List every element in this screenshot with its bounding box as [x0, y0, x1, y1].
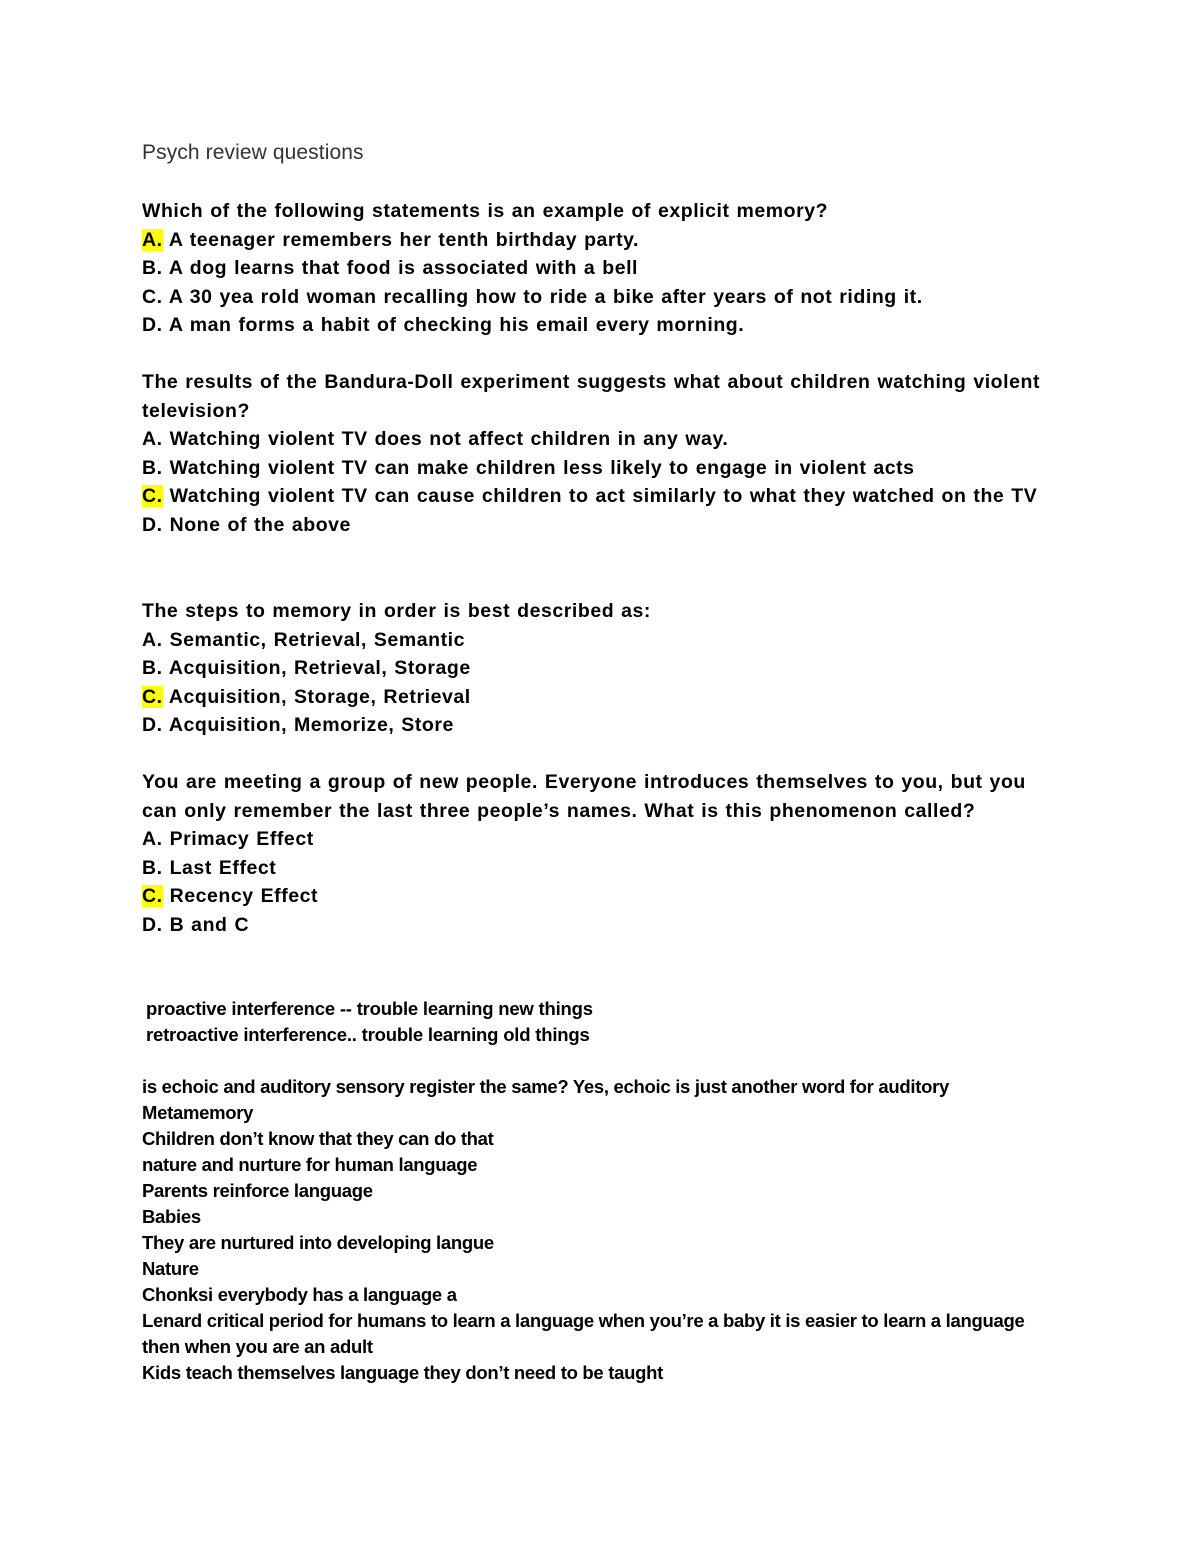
option-text: Recency Effect [162, 885, 319, 907]
option-letter: B. [142, 257, 163, 279]
option-text: Semantic, Retrieval, Semantic [162, 628, 465, 651]
question-2 [142, 368, 1042, 539]
answer-option-a [142, 825, 1067, 854]
option-text: Watching violent TV does not affect children in any way. [162, 428, 729, 450]
option-text: A teenager remembers her tenth birthday party. [162, 228, 640, 251]
answer-option-d [142, 911, 1067, 940]
option-letter: D. [142, 913, 163, 936]
answer-option-d [142, 711, 1072, 740]
note-line: Nature [142, 1258, 199, 1279]
interference-notes [146, 996, 1046, 1048]
correct-answer-highlight: A. [142, 228, 163, 251]
option-text: None of the above [162, 513, 351, 536]
question-prompt: You are meeting a group of new people. Everyone introduces themselves to you, but you can only remember the last three people’s names. What is this phenomenon called? [142, 771, 1026, 822]
option-text: A 30 yea rold woman recalling how to ride a bike after years of not riding it. [162, 285, 923, 308]
answer-option-a [142, 425, 1042, 454]
option-letter: D. [142, 513, 163, 536]
note-line: Metamemory [142, 1102, 254, 1123]
note-line: nature and nurture for human language [142, 1154, 478, 1175]
question-prompt: Which of the following statements is an example of explicit memory? [142, 200, 829, 222]
answer-option-a [142, 626, 1072, 655]
question-3 [142, 597, 1072, 740]
question-4 [142, 768, 1067, 939]
note-line: is echoic and auditory sensory register the same? Yes, echoic is just another word for auditory [142, 1076, 949, 1097]
note-line: Chonksi everybody has a language a [142, 1284, 457, 1305]
question-1 [142, 197, 1072, 340]
note-line: Lenard critical period for humans to learn a language when you’re a baby it is easier to learn a language then when you are an adult [142, 1310, 1025, 1357]
option-text: Watching violent TV can make children less likely to engage in violent acts [162, 456, 915, 479]
option-text: Last Effect [162, 856, 277, 879]
note-line: Kids teach themselves language they don’t need to be taught [142, 1362, 663, 1383]
option-letter: B. [142, 456, 163, 479]
option-text: Watching violent TV can cause children to act similarly to what they watched on the TV [162, 485, 1038, 507]
option-letter: D. [142, 714, 163, 736]
question-prompt: The steps to memory in order is best described as: [142, 600, 651, 622]
option-letter: D. [142, 314, 163, 336]
correct-answer-highlight: C. [142, 885, 163, 907]
option-letter: A. [142, 428, 163, 450]
answer-option-c [142, 283, 1072, 312]
note-line: Children don’t know that they can do that [142, 1128, 494, 1149]
answer-option-b [142, 254, 1072, 283]
note-line: retroactive interference.. trouble learning old things [146, 1024, 590, 1045]
note-line: Babies [142, 1206, 201, 1227]
answer-option-b [142, 654, 1072, 683]
option-text: A dog learns that food is associated with a bell [162, 257, 639, 279]
option-letter: B. [142, 657, 163, 679]
answer-option-b [142, 854, 1067, 883]
option-letter: A. [142, 628, 163, 651]
question-prompt: The results of the Bandura-Doll experiment suggests what about children watching violent television? [142, 371, 1041, 422]
answer-option-d [142, 311, 1072, 340]
correct-answer-highlight: C. [142, 485, 163, 507]
option-text: A man forms a habit of checking his email every morning. [162, 314, 745, 336]
answer-option-c [142, 683, 1072, 712]
answer-option-d [142, 511, 1042, 540]
note-line: Parents reinforce language [142, 1180, 373, 1201]
note-line: proactive interference -- trouble learning new things [146, 998, 593, 1019]
answer-option-c [142, 482, 1042, 511]
option-letter: B. [142, 856, 163, 879]
document-title: Psych review questions [142, 141, 364, 164]
answer-option-b [142, 454, 1042, 483]
answer-option-c [142, 882, 1067, 911]
option-text: Acquisition, Retrieval, Storage [162, 657, 471, 679]
option-letter: A. [142, 828, 163, 850]
language-notes [142, 1074, 1062, 1386]
option-text: Acquisition, Memorize, Store [162, 714, 454, 736]
note-line: They are nurtured into developing langue [142, 1232, 494, 1253]
answer-option-a [142, 226, 1072, 255]
option-text: B and C [162, 913, 250, 936]
option-text: Acquisition, Storage, Retrieval [162, 685, 471, 708]
option-letter: C. [142, 285, 163, 308]
option-text: Primacy Effect [162, 828, 314, 850]
correct-answer-highlight: C. [142, 685, 163, 708]
